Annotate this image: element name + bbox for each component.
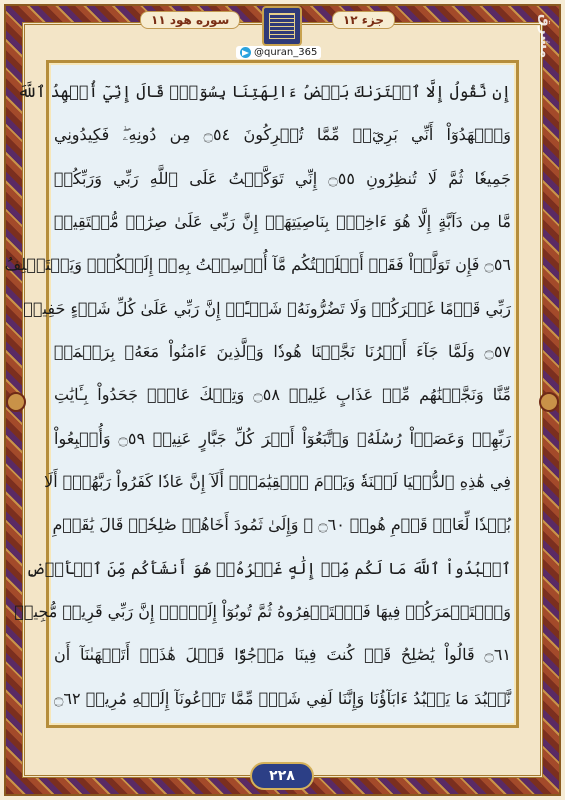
- verse-line: رَبِّهِمۡ وَعَصَوۡاْ رُسُلَهُۥ وَٱتَّبَعُوٓاْ أَمۡرَ كُلِّ جَبَّارٍ عَنِيدٖ ۝٥٩ وَأُتۡبِعُواْ: [54, 428, 511, 448]
- verse-line: وَٱشۡهَدُوٓاْ أَنِّي بَرِيٓءٞ مِّمَّا تُشۡرِكُونَ ۝٥٤ مِن دُونِهِۦۖ فَكِيدُونِي: [54, 125, 511, 145]
- verse-line: ۝٥٧ وَلَمَّا جَآءَ أَمۡرُنَا نَجَّيۡنَا هُودٗا وَٱلَّذِينَ ءَامَنُواْ مَعَهُۥ بِرَحۡمَةٖ: [54, 341, 511, 361]
- emblem-icon: [262, 6, 302, 46]
- page-number: ۲۲۸: [250, 762, 314, 790]
- surah-label: سوره هود ۱۱: [140, 11, 240, 29]
- verse-line: إِن نَّقُولُ إِلَّا ٱعۡتَرَىٰكَ بَعۡضُ ءَالِهَتِنَا بِسُوٓءٖۗ قَالَ إِنِّيٓ أُشۡهِدُ ٱللَّهَ: [17, 82, 511, 101]
- side-medallion-left: [6, 392, 26, 412]
- verse-line: ۝٦١ قَالُواْ يَٰصَٰلِحُ قَدۡ كُنتَ فِينَا مَرۡجُوّٗا قَبۡلَ هَٰذَآۖ أَتَنۡهَىٰنَآ أَن: [54, 645, 511, 665]
- verse-line: رَبِّي قَوۡمًا غَيۡرَكُمۡ وَلَا تَضُرُّونَهُۥ شَيۡـًٔاۚ إِنَّ رَبِّي عَلَىٰ كُلِّ شَيۡءٍ حَفِيظٞ: [23, 298, 511, 318]
- watermark-logo: مشرق: [537, 14, 553, 59]
- verse-line: بُعۡدٗا لِّعَادٖ قَوۡمِ هُودٖ ۝٦٠ ۞ وَإِلَىٰ ثَمُودَ أَخَاهُمۡ صَٰلِحٗاۚ قَالَ يَٰقَوۡمِ: [52, 515, 511, 535]
- verse-line: ۝٥٦ فَإِن تَوَلَّوۡاْ فَقَدۡ أَبۡلَغۡتُكُم مَّآ أُرۡسِلۡتُ بِهِۦٓ إِلَيۡكُمۡۚ وَيَسۡتَخۡلِفُ: [4, 255, 511, 275]
- side-medallion-right: [539, 392, 559, 412]
- telegram-icon: [240, 47, 251, 58]
- verse-line: ٱعۡبُدُواْ ٱللَّهَ مَا لَكُم مِّنۡ إِلَٰهٍ غَيۡرُهُۥۖ هُوَ أَنشَأَكُم مِّنَ ٱلۡأَرۡضِ: [26, 558, 511, 578]
- verse-line: وَٱسۡتَعۡمَرَكُمۡ فِيهَا فَٱسۡتَغۡفِرُوهُ ثُمَّ تُوبُوٓاْ إِلَيۡهِۚ إِنَّ رَبِّي قَرِيبٞ مُّجِيبٞ: [14, 601, 511, 621]
- verse-line: فِي هَٰذِهِ ٱلدُّنۡيَا لَعۡنَةٗ وَيَوۡمَ ٱلۡقِيَٰمَةِۗ أَلَآ إِنَّ عَادٗا كَفَرُواْ رَبَّهُمۡۗ أَلَا: [44, 471, 511, 491]
- verse-lines: [4, 70, 512, 720]
- juz-label: جزء ۱۲: [332, 11, 395, 29]
- channel-handle: @quran_365: [254, 47, 318, 58]
- channel-badge[interactable]: [236, 46, 321, 59]
- verse-line: جَمِيعٗا ثُمَّ لَا تُنظِرُونِ ۝٥٥ إِنِّي تَوَكَّلۡتُ عَلَى ٱللَّهِ رَبِّي وَرَبِّكُمۚ: [54, 168, 512, 188]
- verse-line: مِّنَّا وَنَجَّيۡنَٰهُم مِّنۡ عَذَابٍ غَلِيظٖ ۝٥٨ وَتِلۡكَ عَادٞۖ جَحَدُواْ بِـَٔايَٰتِ: [54, 385, 512, 405]
- verse-line: مَّا مِن دَآبَّةٍ إِلَّا هُوَ ءَاخِذُۢ بِنَاصِيَتِهَآۚ إِنَّ رَبِّي عَلَىٰ صِرَٰطٖ مُّسۡتَقِيمٖ: [54, 211, 511, 231]
- verse-line: نَّعۡبُدَ مَا يَعۡبُدُ ءَابَآؤُنَا وَإِنَّنَا لَفِي شَكّٖ مِّمَّا تَدۡعُونَآ إِلَيۡهِ مُرِيبٖ ۝٦٢: [54, 688, 511, 708]
